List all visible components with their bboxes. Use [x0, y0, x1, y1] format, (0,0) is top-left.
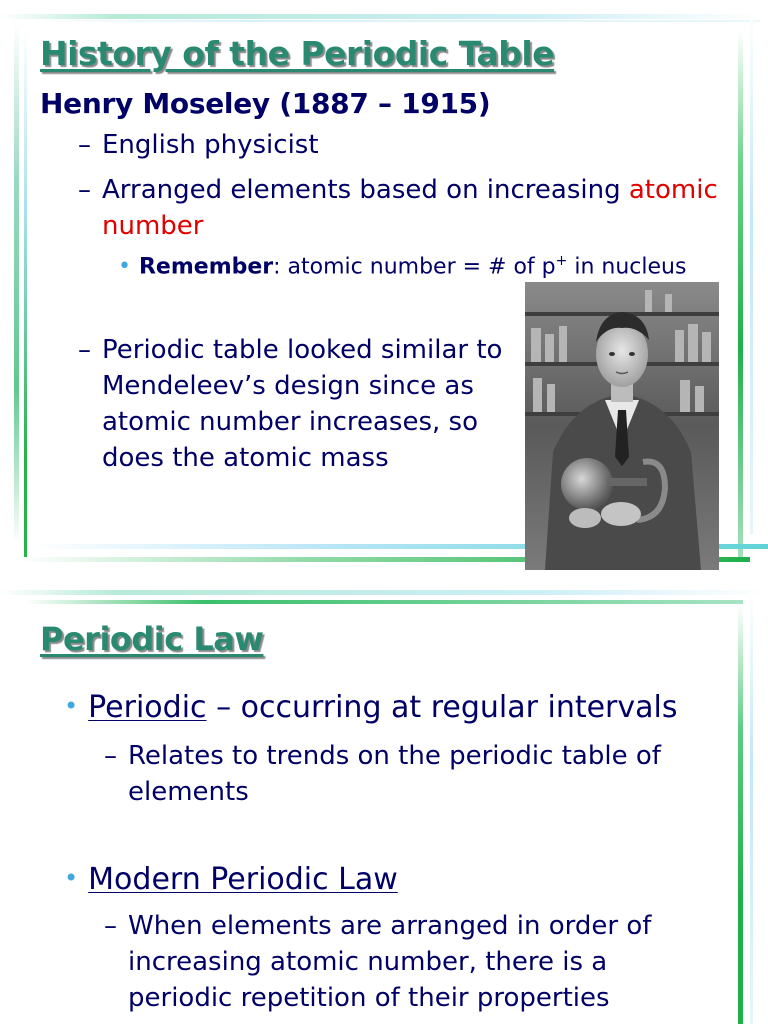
highlight-atomic: atomic: [628, 175, 718, 205]
dash-marker: –: [78, 335, 91, 365]
point-text: Arranged elements based on increasing: [102, 175, 629, 205]
slide-periodic-law: [0, 580, 768, 1024]
bullet-marker: •: [64, 692, 79, 720]
portrait-photo: [525, 282, 719, 570]
bullet-marker: •: [64, 864, 79, 892]
portrait-image-icon: [525, 282, 719, 570]
dash-marker: –: [104, 741, 117, 771]
sub-point-text: When elements are arranged in order of increasing atomic number, there is a periodic repetition of their properties: [128, 911, 652, 1013]
remember-text-after: in nucleus: [567, 254, 687, 280]
dash-marker: –: [78, 130, 91, 160]
term-modern-periodic-law: Modern Periodic Law: [88, 862, 398, 897]
decor-bar-top: [0, 14, 760, 19]
dash-point-text: English physicist: [102, 130, 319, 160]
decor-bar-top-2: [30, 20, 760, 22]
slide-title: History of the Periodic Table: [40, 34, 555, 73]
term-periodic: Periodic: [88, 690, 207, 725]
definition-periodic: – occurring at regular intervals: [206, 690, 678, 725]
decor-bar-top: [0, 590, 768, 595]
dash-point-1: [78, 130, 319, 160]
slide-subheading: Henry Moseley (1887 – 1915): [40, 87, 491, 120]
dash-marker: –: [78, 175, 91, 205]
decor-bar-right-2: [750, 14, 753, 534]
highlight-number: number: [102, 211, 204, 241]
decor-bar-right: [738, 605, 743, 1024]
decor-bar-left-2: [24, 30, 27, 560]
decor-bar-left: [14, 24, 19, 544]
sub-bullet-remember: [118, 253, 686, 279]
sub-point-modern: [104, 908, 704, 1016]
sub-point-periodic: [104, 738, 704, 810]
dash-marker: –: [104, 911, 117, 941]
decor-bar-top-2: [25, 600, 743, 604]
superscript-plus: +: [555, 253, 568, 269]
remember-label: Remember: [138, 254, 274, 280]
sub-point-text: Relates to trends on the periodic table of elements: [128, 741, 661, 807]
dash-point-2: [78, 172, 738, 244]
slide-title: Periodic Law: [40, 620, 264, 658]
bullet-periodic: [64, 690, 678, 725]
decor-bar-right: [738, 30, 743, 560]
dash-point-text: Periodic table looked similar to Mendeleev’s design since as atomic number increases, so does the atomic mass: [102, 335, 503, 473]
dash-point-3: [78, 332, 528, 476]
bullet-modern-periodic-law: [64, 862, 398, 897]
dash-point-text: [78, 172, 738, 244]
decor-bar-right-2: [750, 592, 753, 1024]
bullet-marker: •: [118, 254, 131, 280]
remember-text: : atomic number = # of p: [273, 254, 556, 280]
